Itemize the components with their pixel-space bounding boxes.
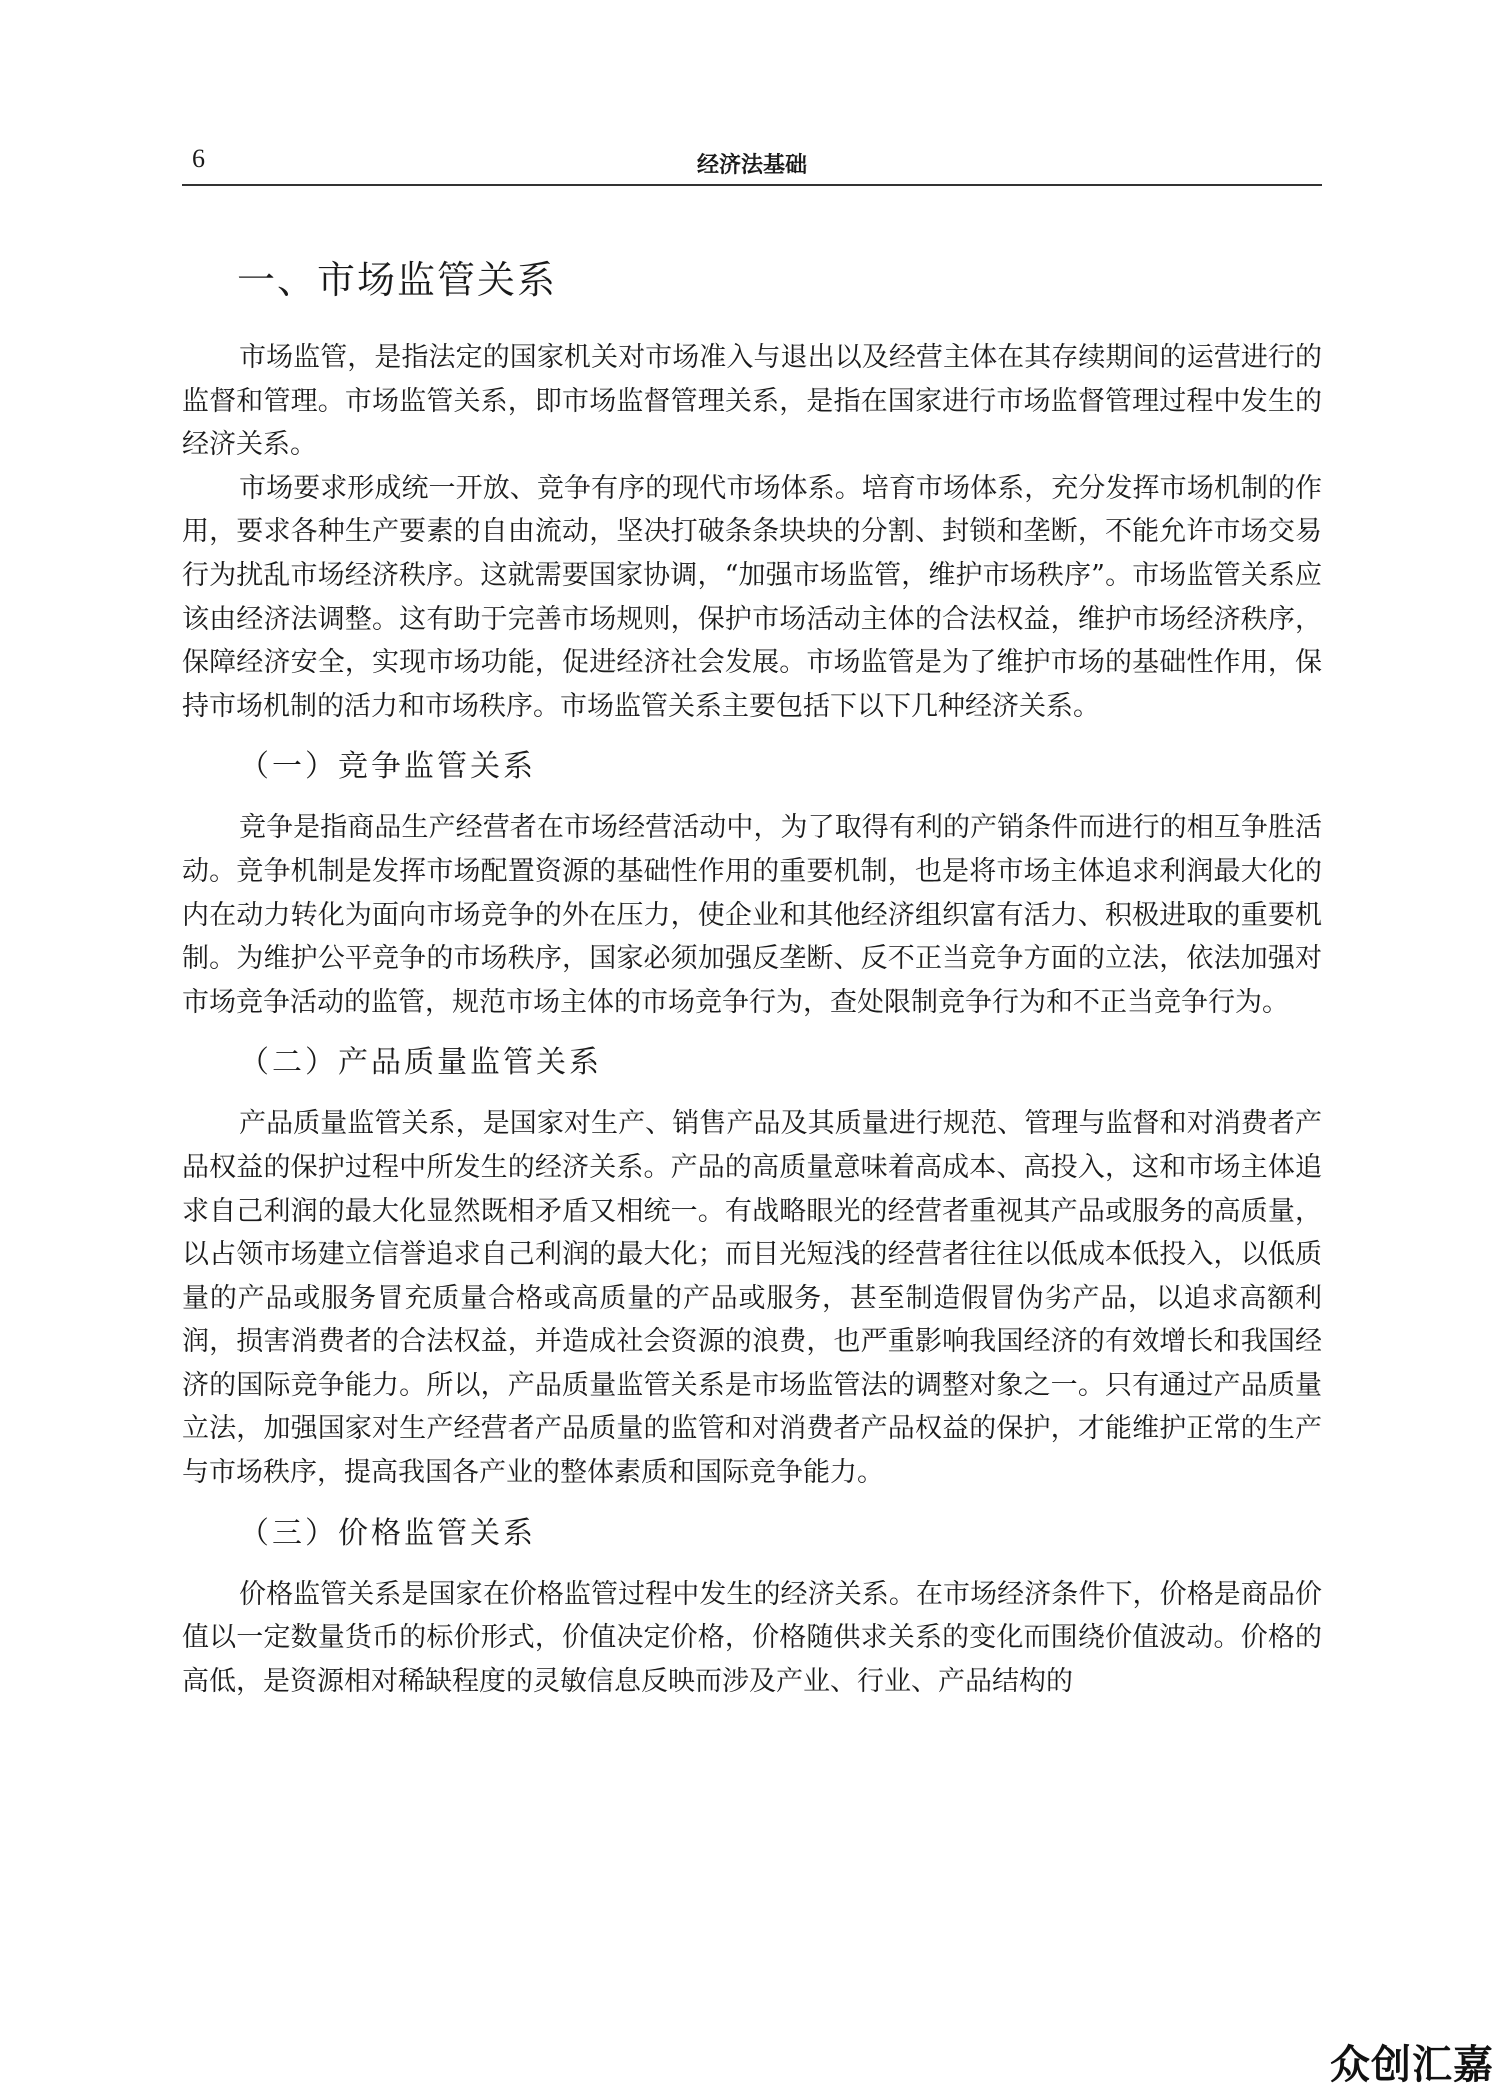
body-paragraph: 价格监管关系是国家在价格监管过程中发生的经济关系。在市场经济条件下，价格是商品价值以一定数量货币的标价形式，价值决定价格，价格随供求关系的变化而围绕价值波动。价格的高低，是资源相对稀缺程度的灵敏信息反映而涉及产业、行业、产品结构的 <box>182 1578 1322 1697</box>
body-paragraph: 市场要求形成统一开放、竞争有序的现代市场体系。培育市场体系，充分发挥市场机制的作用，要求各种生产要素的自由流动，坚决打破条条块块的分割、封锁和垄断，不能允许市场交易行为扰乱市场经济秩序。这就需要国家协调，“加强市场监管，维护市场秩序”。市场监管关系应该由经济法调整。这有助于完善市场规则，保护市场活动主体的合法权益，维护市场经济秩序，保障经济安全，实现市场功能，促进经济社会发展。市场监管是为了维护市场的基础性作用，保持市场机制的活力和市场秩序。市场监管关系主要包括下以下几种经济关系。 <box>182 472 1322 722</box>
book-page <box>182 0 1322 2094</box>
page-header <box>182 140 1322 186</box>
body-paragraph: 竞争是指商品生产经营者在市场经营活动中，为了取得有利的产销条件而进行的相互争胜活动。竞争机制是发挥市场配置资源的基础性作用的重要机制，也是将市场主体追求利润最大化的内在动力转化为面向市场竞争的外在压力，使企业和其他经济组织富有活力、积极进取的重要机制。为维护公平竞争的市场秩序，国家必须加强反垄断、反不正当竞争方面的立法，依法加强对市场竞争活动的监管，规范市场主体的市场竞争行为，查处限制竞争行为和不正当竞争行为。 <box>182 812 1322 1018</box>
body-paragraph: 市场监管，是指法定的国家机关对市场准入与退出以及经营主体在其存续期间的运营进行的监督和管理。市场监管关系，即市场监督管理关系，是指在国家进行市场监督管理过程中发生的经济关系。 <box>182 342 1322 461</box>
subsection-title: （三）价格监管关系 <box>239 1515 536 1551</box>
page-content <box>182 250 1322 1703</box>
subsection-title: （一）竞争监管关系 <box>239 749 536 785</box>
body-paragraph: 产品质量监管关系，是国家对生产、销售产品及其质量进行规范、管理与监督和对消费者产品权益的保护过程中所发生的经济关系。产品的高质量意味着高成本、高投入，这和市场主体追求自己利润的最大化显然既相矛盾又相统一。有战略眼光的经营者重视其产品或服务的高质量，以占领市场建立信誉追求自己利润的最大化；而目光短浅的经营者往往以低成本低投入，以低质量的产品或服务冒充质量合格或高质量的产品或服务，甚至制造假冒伪劣产品，以追求高额利润，损害消费者的合法权益，并造成社会资源的浪费，也严重影响我国经济的有效增长和我国经济的国际竞争能力。所以，产品质量监管关系是市场监管法的调整对象之一。只有通过产品质量立法，加强国家对生产经营者产品质量的监管和对消费者产品权益的保护，才能维护正常的生产与市场秩序，提高我国各产业的整体素质和国际竞争能力。 <box>182 1108 1322 1489</box>
subsection-title: （二）产品质量监管关系 <box>239 1045 602 1081</box>
page-number: 6 <box>192 144 205 173</box>
section-title: 一、市场监管关系 <box>237 258 558 302</box>
running-title: 经济法基础 <box>696 153 807 178</box>
watermark-logo: 众创汇嘉 <box>1330 2042 1494 2088</box>
